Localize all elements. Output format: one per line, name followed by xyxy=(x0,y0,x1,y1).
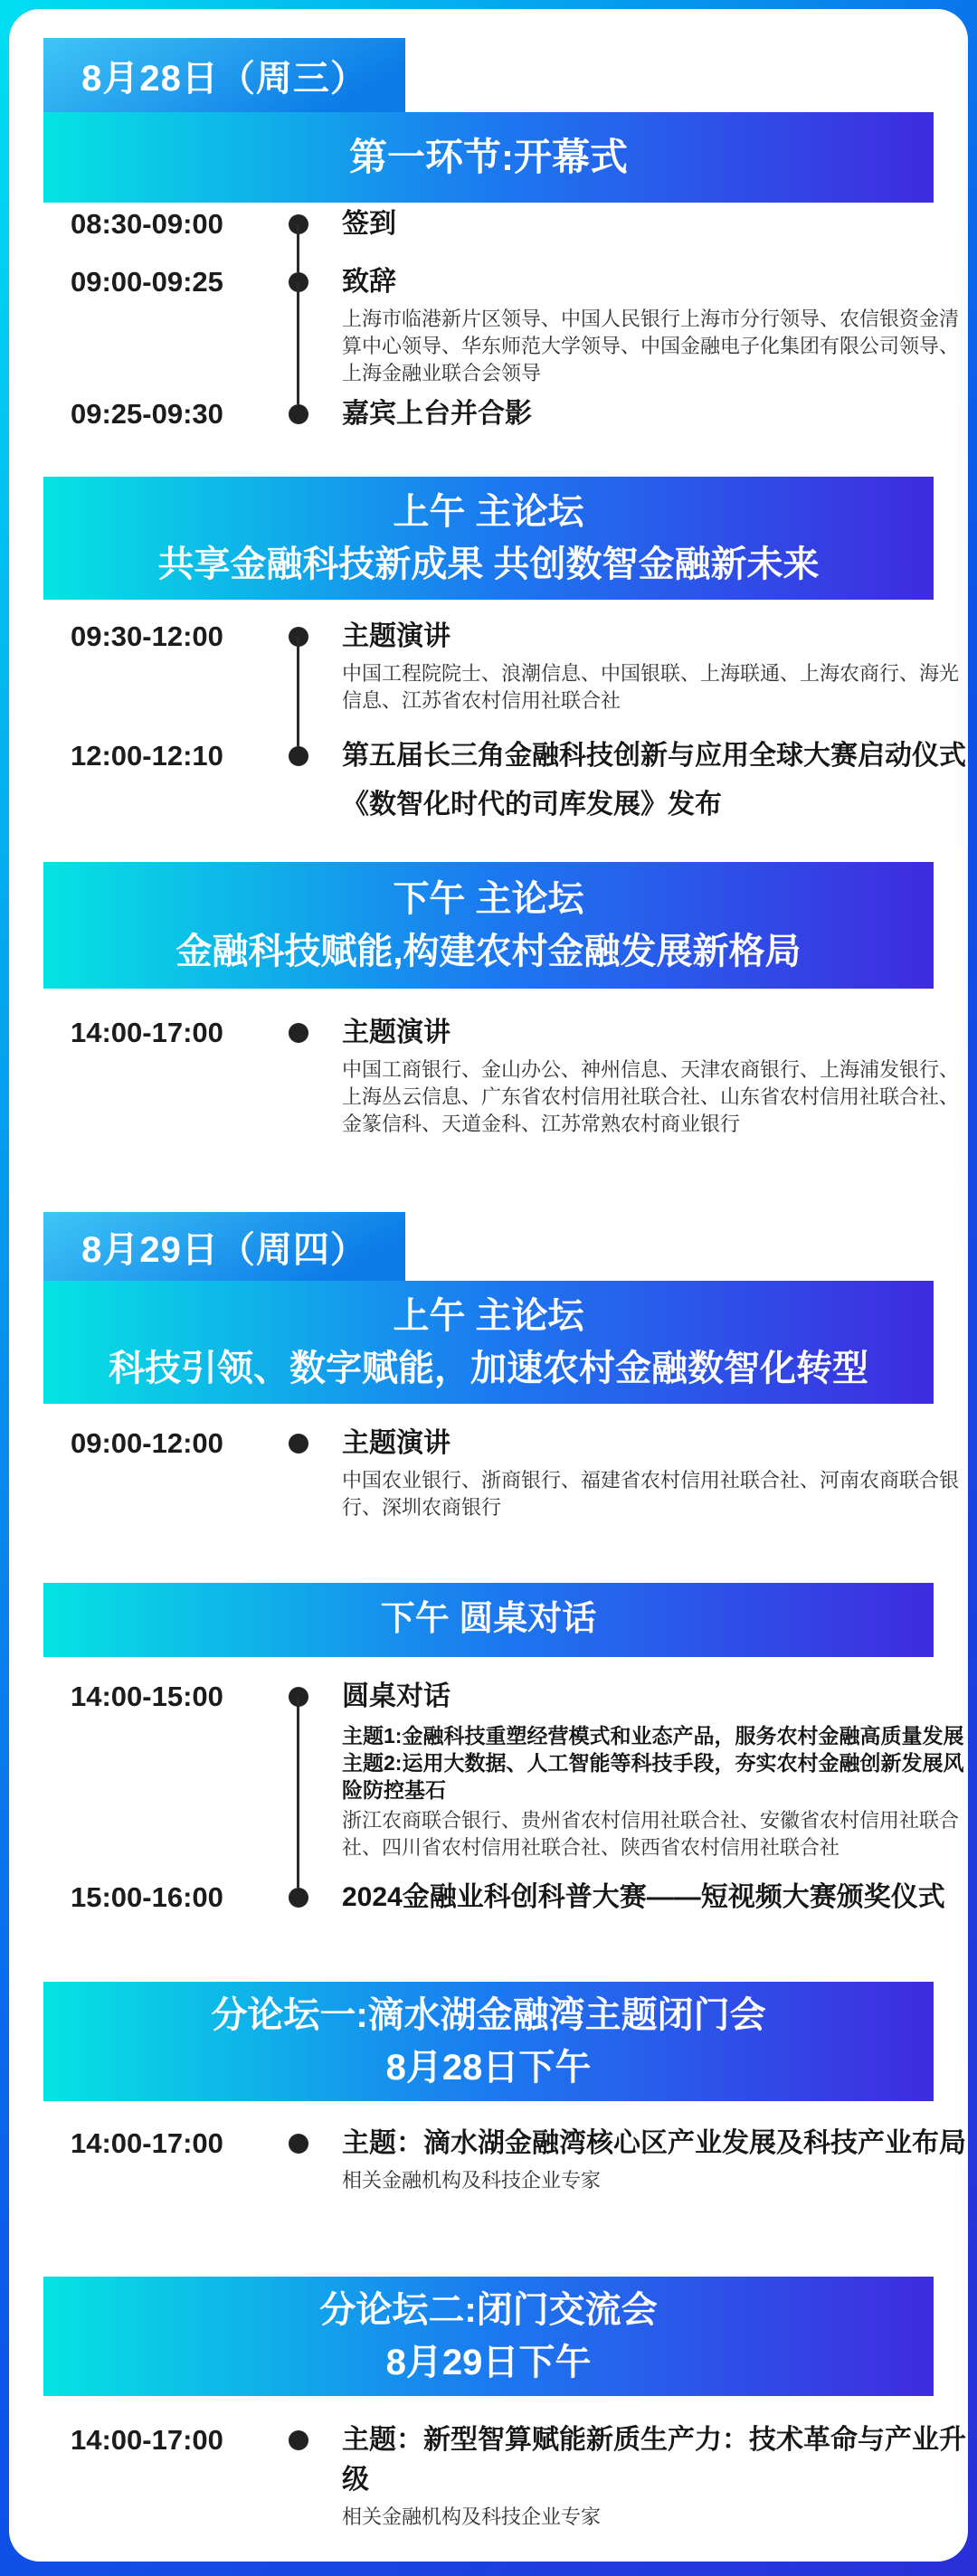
banner-subtitle: 共享金融科技新成果 共创数智金融新未来 xyxy=(157,545,820,584)
item-desc: 中国工程院院士、浪潮信息、中国银联、上海联通、上海农商行、海光信息、江苏省农村信用社联合社 xyxy=(342,662,960,712)
item-title: 主题演讲 xyxy=(342,1018,451,1047)
timeline-dot-icon xyxy=(289,2430,308,2450)
item-title: 圆桌对话 xyxy=(342,1681,451,1711)
item-desc: 中国农业银行、浙商银行、福建省农村信用社联合社、河南农商联合银行、深圳农商银行 xyxy=(342,1469,960,1519)
banner-title: 上午 主论坛 xyxy=(393,492,584,532)
item-title: 2024金融业科创科普大赛——短视频大赛颁奖仪式 xyxy=(342,1882,945,1912)
timeline-dot-icon xyxy=(289,1687,308,1707)
timeline-dot-icon xyxy=(289,627,308,647)
banner-title: 下午 圆桌对话 xyxy=(380,1600,597,1639)
item-title: 主题：滴水湖金融湾核心区产业发展及科技产业布局 xyxy=(342,2128,966,2158)
timeline-item xyxy=(43,394,952,434)
banner-subforum-1 xyxy=(43,1982,934,2101)
banner-subforum-2 xyxy=(43,2277,934,2396)
banner-subtitle: 科技引领、数字赋能，加速农村金融数智化转型 xyxy=(109,1349,868,1388)
topic-line: 主题2:运用大数据、人工智能等科技手段，夯实农村金融创新发展风险防控基石 xyxy=(342,1751,964,1802)
time-label: 09:00-12:00 xyxy=(71,1427,223,1459)
timeline-item xyxy=(43,2124,966,2194)
timeline-item xyxy=(43,204,952,262)
timeline-day1-morning xyxy=(43,617,966,825)
time-label: 12:00-12:10 xyxy=(71,740,223,772)
item-title: 嘉宾上台并合影 xyxy=(342,399,532,429)
timeline-subforum-2 xyxy=(43,2420,966,2531)
item-title: 致辞 xyxy=(342,267,396,297)
banner-day1-morning-forum xyxy=(43,477,934,600)
item-title: 主题演讲 xyxy=(342,621,451,651)
banner-title: 下午 主论坛 xyxy=(393,879,584,919)
timeline-dot-icon xyxy=(289,2134,308,2154)
time-label: 14:00-17:00 xyxy=(71,1017,223,1048)
item-topics xyxy=(342,1722,968,1804)
banner-opening-ceremony xyxy=(43,112,934,203)
timeline-item xyxy=(43,1677,964,1878)
banner-subtitle: 金融科技赋能,构建农村金融发展新格局 xyxy=(175,932,802,971)
timeline-item xyxy=(43,1878,952,1918)
banner-day2-roundtable xyxy=(43,1583,934,1657)
timeline-dot-icon xyxy=(289,1888,308,1908)
banner-title: 分论坛二:闭门交流会 xyxy=(319,2290,658,2330)
banner-title: 分论坛一:滴水湖金融湾主题闭门会 xyxy=(211,1995,766,2035)
item-title-line2: 《数智化时代的司库发展》发布 xyxy=(342,790,722,819)
timeline-day2-morning xyxy=(43,1424,960,1521)
timeline-item xyxy=(43,1013,960,1138)
time-label: 15:00-16:00 xyxy=(71,1881,223,1913)
item-desc: 相关金融机构及科技企业专家 xyxy=(342,2169,602,2192)
item-title: 主题：新型智算赋能新质生产力：技术革命与产业升级 xyxy=(342,2425,966,2495)
time-label: 14:00-17:00 xyxy=(71,2127,223,2159)
time-label: 08:30-09:00 xyxy=(71,208,223,240)
topic-line: 主题1:金融科技重塑经营模式和业态产品，服务农村金融高质量发展 xyxy=(342,1724,964,1747)
timeline-item xyxy=(43,617,960,736)
banner-day1-afternoon-forum xyxy=(43,862,934,989)
item-desc: 中国工商银行、金山办公、神州信息、天津农商银行、上海浦发银行、上海丛云信息、广东省农村信用社联合社、山东省农村信用社联合社、金篆信科、天道金科、江苏常熟农村商业银行 xyxy=(342,1058,960,1135)
item-title: 主题演讲 xyxy=(342,1428,451,1458)
item-desc: 上海市临港新片区领导、中国人民银行上海市分行领导、农信银资金清算中心领导、华东师范大学领导、中国金融电子化集团有限公司领导、上海金融业联合会领导 xyxy=(342,308,960,384)
time-label: 14:00-17:00 xyxy=(71,2424,223,2456)
timeline-day1-afternoon xyxy=(43,1013,960,1138)
timeline-item xyxy=(43,736,966,825)
timeline-item xyxy=(43,2420,966,2531)
item-desc: 相关金融机构及科技企业专家 xyxy=(342,2505,602,2528)
banner-day2-morning-forum xyxy=(43,1281,934,1404)
time-label: 09:25-09:30 xyxy=(71,398,223,430)
item-desc: 浙江农商联合银行、贵州省农村信用社联合社、安徽省农村信用社联合社、四川省农村信用社联合社、陕西省农村信用社联合社 xyxy=(342,1809,960,1859)
banner-title: 上午 主论坛 xyxy=(393,1296,584,1336)
time-label: 09:30-12:00 xyxy=(71,620,223,652)
banner-subtitle: 8月28日下午 xyxy=(385,2048,592,2088)
timeline-dot-icon xyxy=(289,404,308,424)
timeline-item xyxy=(43,262,960,394)
timeline-opening xyxy=(43,204,960,434)
timeline-subforum-1 xyxy=(43,2124,966,2194)
time-label: 09:00-09:25 xyxy=(71,266,223,298)
time-label: 14:00-15:00 xyxy=(71,1681,223,1712)
timeline-dot-icon xyxy=(289,1023,308,1043)
timeline-dot-icon xyxy=(289,1434,308,1454)
timeline-dot-icon xyxy=(289,746,308,766)
date-tag-day2: 8月29日（周四） xyxy=(43,1212,405,1281)
banner-title: 第一环节:开幕式 xyxy=(349,135,628,178)
timeline-dot-icon xyxy=(289,214,308,234)
agenda-card xyxy=(9,9,968,2562)
item-title: 第五届长三角金融科技创新与应用全球大赛启动仪式 xyxy=(342,741,966,771)
timeline-item xyxy=(43,1424,960,1521)
timeline-dot-icon xyxy=(289,272,308,292)
date-tag-day1: 8月28日（周三） xyxy=(43,38,405,112)
banner-subtitle: 8月29日下午 xyxy=(385,2343,592,2382)
item-title: 签到 xyxy=(342,209,396,239)
timeline-day2-afternoon xyxy=(43,1677,964,1918)
